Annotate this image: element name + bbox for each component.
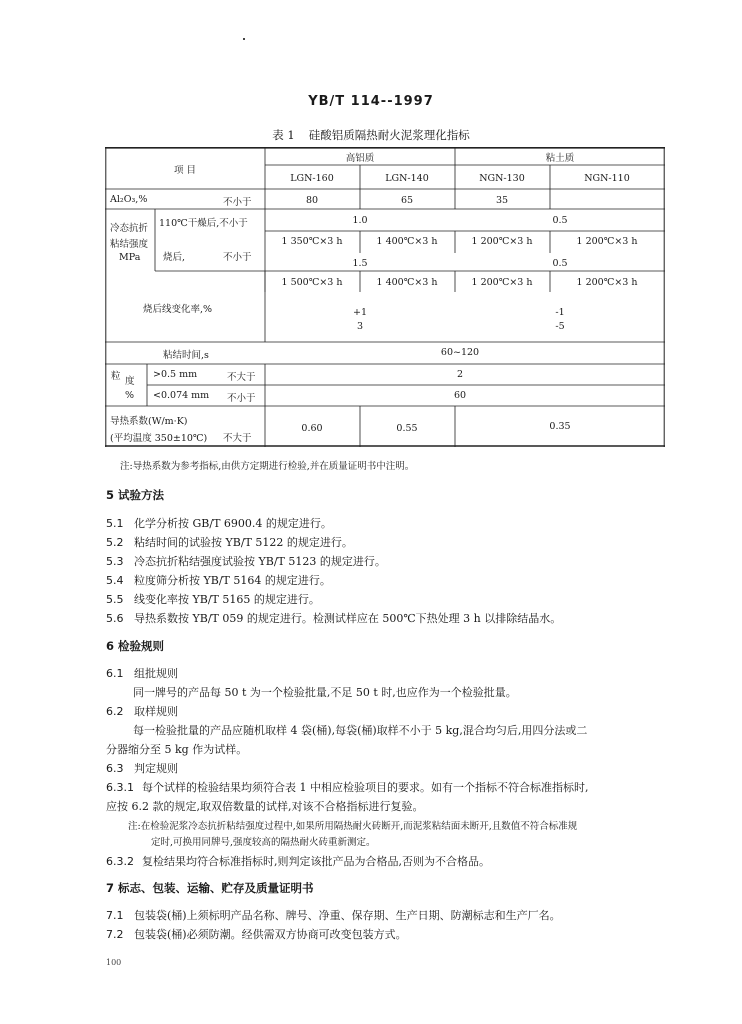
dried-value-high-alumina: 1.0 [352,215,368,226]
item-number: 5.4 [106,574,124,587]
item-text: 包装袋(桶)上须标明产品名称、牌号、净重、保存期、生产日期、防潮标志和生产厂名。 [134,909,561,922]
item-text: 线变化率按 YB/T 5165 的规定进行。 [134,593,320,606]
fired-temp-lgn160: 1 350℃×3 h [281,236,343,247]
item-6-3-2-text [106,853,490,869]
item-number: 6.3.2 [106,855,134,868]
item-6-3-1-text-2: 应按 6.2 款的规定,取双倍数量的试样,对该不合格指标进行复验。 [106,800,424,813]
item-6-2-text-1: 每一检验批量的产品应随机取样 4 袋(桶),每袋(桶)取样不小于 5 kg,混合均匀后,用四分法或二 [133,724,588,737]
al2o3-condition: 不小于 [223,197,252,208]
shrink-temp-lgn140: 1 400℃×3 h [376,277,438,288]
grain-row1-value: 2 [456,369,464,380]
item-number: 6.3.1 [106,781,134,794]
grain-row2-value: 60 [453,390,467,401]
shrink-label: 烧后线变化率,% [143,304,213,315]
fired-label: 烧后, [163,252,186,263]
item-number: 5.5 [106,593,124,606]
item-6-2-heading [106,703,178,719]
standard-code: YB/T 114--1997 [308,94,434,109]
item-5-2 [106,534,353,550]
item-text: 冷态抗折粘结强度试验按 YB/T 5123 的规定进行。 [134,555,386,568]
item-5-5 [106,591,320,607]
item-number: 5.1 [106,517,124,530]
item-number: 5.6 [106,612,124,625]
item-number: 6.2 [106,705,124,718]
thermal-value-clay: 0.35 [549,421,571,432]
table-head-clay: 粘土质 [545,153,575,164]
grain-row1-limit: 不大于 [227,372,256,383]
fired-value-clay: 0.5 [552,258,568,269]
item-text: 包装袋(桶)必须防潮。经供需双方协商可改变包装方式。 [134,928,407,941]
item-6-1-text: 同一牌号的产品每 50 t 为一个检验批量,不足 50 t 时,也应作为一个检验批量。 [133,686,517,699]
shrink-value-clay-lower: -5 [555,321,565,332]
table-note: 注:导热系数为参考指标,由供方定期进行检验,并在质量证明书中注明。 [120,461,415,472]
grade-ngn-130: NGN-130 [479,173,525,184]
item-text: 粘结时间的试验按 YB/T 5122 的规定进行。 [134,536,353,549]
item-6-3-note-1: 注:在检验泥浆冷态抗折粘结强度过程中,如果所用隔热耐火砖断开,而泥浆粘结面未断开,且数值不符合标准规 [128,821,578,832]
item-6-1-heading [106,665,178,681]
strength-label-2: 粘结强度 [110,239,149,250]
shrink-temp-ngn110: 1 200℃×3 h [576,277,638,288]
grade-ngn-110: NGN-110 [584,173,630,184]
item-number: 6.1 [106,667,124,680]
section-7-title: 7 标志、包装、运输、贮存及质量证明书 [106,881,314,895]
fired-temp-ngn130: 1 200℃×3 h [471,236,533,247]
item-title: 取样规则 [134,705,178,718]
fired-temp-lgn140: 1 400℃×3 h [376,236,438,247]
item-number: 6.3 [106,762,124,775]
shrink-temp-lgn160: 1 500℃×3 h [281,277,343,288]
item-7-2 [106,926,407,942]
thermal-value-lgn140: 0.55 [396,423,418,434]
grain-label-3: % [125,390,135,401]
bond-time-value: 60~120 [440,347,480,358]
grain-row1-condition: >0.5 mm [153,369,198,380]
item-7-1 [106,907,561,923]
al2o3-label: Al₂O₃,% [110,194,148,205]
al2o3-value-ngn130: 35 [495,195,509,206]
shrink-value-high-lower: 3 [356,321,364,332]
scan-speck [243,38,245,40]
fired-temp-ngn110: 1 200℃×3 h [576,236,638,247]
al2o3-value-lgn160: 80 [305,195,319,206]
item-6-3-heading [106,760,178,776]
thermal-label: 导热系数(W/m·K) [110,416,188,427]
fired-value-high-alumina: 1.5 [352,258,368,269]
item-title: 判定规则 [134,762,178,775]
item-5-3 [106,553,386,569]
item-number: 7.1 [106,909,124,922]
table-grid [105,147,665,447]
item-text: 导热系数按 YB/T 059 的规定进行。检测试样应在 500℃下热处理 3 h 以排除结晶水。 [134,612,562,625]
thermal-value-lgn160: 0.60 [301,423,323,434]
item-text: 每个试样的检验结果均须符合表 1 中相应检验项目的要求。如有一个指标不符合标准指标时, [142,781,589,794]
fired-condition: 不小于 [223,252,252,263]
grain-label-2: 度 [125,376,135,387]
thermal-limit: 不大于 [223,433,252,444]
shrink-temp-ngn130: 1 200℃×3 h [471,277,533,288]
table-caption [0,127,742,143]
dried-value-clay: 0.5 [552,215,568,226]
table-caption-number: 表 1 [272,128,295,142]
al2o3-value-lgn140: 65 [400,195,414,206]
item-5-6 [106,610,561,626]
shrink-value-clay-upper: -1 [555,307,565,318]
table-head-high-alumina: 高铝质 [345,153,375,164]
item-5-1 [106,515,332,531]
table-head-item: 项 目 [173,165,197,176]
strength-label-1: 冷态抗折 [110,223,149,234]
section-6-title: 6 检验规则 [106,639,165,653]
item-number: 5.3 [106,555,124,568]
page-number: 100 [106,958,122,967]
spec-table [105,147,665,447]
section-5-title: 5 试验方法 [106,488,165,502]
item-6-3-note-2: 定时,可换用同牌号,强度较高的隔热耐火砖重新测定。 [151,837,376,848]
item-number: 7.2 [106,928,124,941]
grade-lgn-160: LGN-160 [290,173,334,184]
grain-row2-limit: 不小于 [227,393,256,404]
shrink-value-high-upper: +1 [352,307,368,318]
strength-label-unit: MPa [119,252,141,263]
table-caption-title: 硅酸铝质隔热耐火泥浆理化指标 [308,128,470,142]
grade-lgn-140: LGN-140 [385,173,429,184]
item-text: 复检结果均符合标准指标时,则判定该批产品为合格品,否则为不合格品。 [142,855,490,868]
dried-condition: 110℃干燥后,不小于 [159,218,248,229]
item-5-4 [106,572,331,588]
grain-label-1: 粒 [111,371,121,382]
item-title: 组批规则 [134,667,178,680]
thermal-condition: (平均温度 350±10℃) [110,433,208,444]
item-text: 化学分析按 GB/T 6900.4 的规定进行。 [134,517,332,530]
item-6-2-text-2: 分器缩分至 5 kg 作为试样。 [106,743,248,756]
item-number: 5.2 [106,536,124,549]
item-6-3-1-text-1 [106,779,589,795]
item-text: 粒度筛分析按 YB/T 5164 的规定进行。 [134,574,331,587]
grain-row2-condition: <0.074 mm [153,390,210,401]
bond-time-label: 粘结时间,s [163,350,209,361]
